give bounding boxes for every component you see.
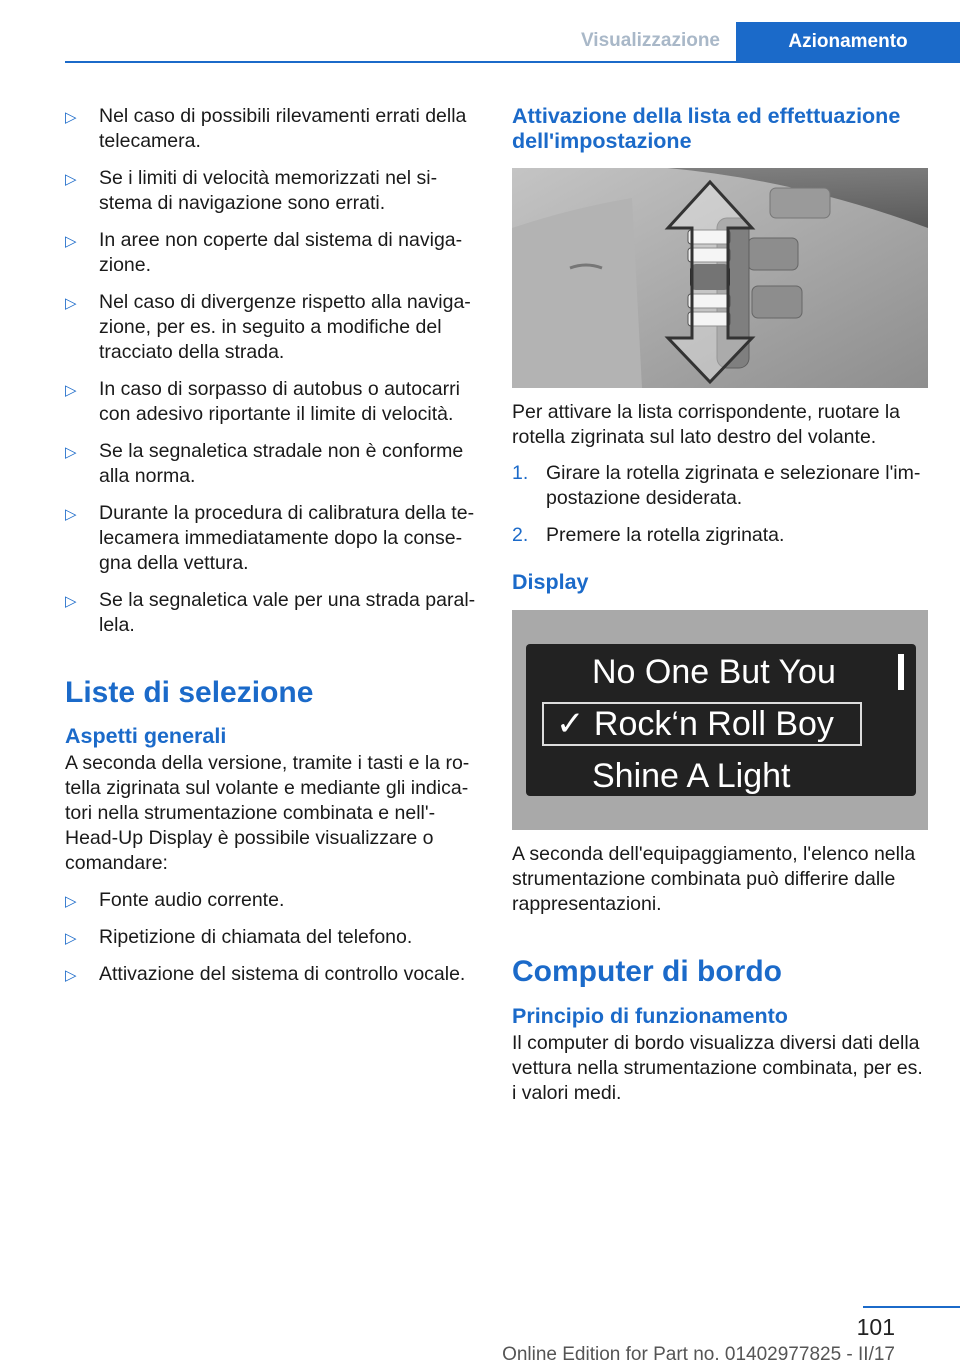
list-item: ▷ Ripetizione di chiamata del telefono.	[65, 925, 477, 950]
footer-rule	[863, 1306, 960, 1308]
triangle-bullet-icon: ▷	[65, 171, 77, 188]
triangle-bullet-icon: ▷	[65, 593, 77, 610]
paragraph-intro: A seconda della versione, tramite i tasti e la rotella zigrinata sul volante e mediante gli indicatori nella strumentazione combinata e nell'-Head-Up Display è possibile visualizzare o comandare:	[65, 752, 470, 874]
triangle-bullet-icon: ▷	[65, 444, 77, 461]
triangle-bullet-icon: ▷	[65, 233, 77, 250]
list-item: ▷ Durante la procedura di calibratura della telecamera immediatamente dopo la consegna della vettura.	[65, 502, 475, 574]
steering-wheel-image	[512, 168, 928, 388]
list-item: ▷ Nel caso di divergenze rispetto alla navigazione, per es. in seguito a modifiche del tracciato della strada.	[65, 291, 471, 363]
list-item: ▷ In caso di sorpasso di autobus o autocarri con adesivo riportante il limite di velocità.	[65, 378, 460, 425]
triangle-bullet-icon: ▷	[65, 930, 77, 947]
page-header	[0, 0, 960, 63]
list-item: ▷ Nel caso di possibili rilevamenti errati della telecamera.	[65, 105, 467, 152]
list-item: ▷ In aree non coperte dal sistema di navigazione.	[65, 229, 463, 276]
display-illustration	[512, 610, 928, 830]
subheading-attivazione: Attivazione della lista ed effettuazione dell'impostazione	[512, 104, 901, 153]
scrollbar-thumb	[898, 654, 904, 690]
header-rule	[65, 61, 960, 63]
list-item: ▷ Se i limiti di velocità memorizzati nel sistema di navigazione sono errati.	[65, 167, 438, 214]
edition-note: Online Edition for Part no. 01402977825 - II/17	[502, 1344, 895, 1365]
triangle-bullet-icon: ▷	[65, 295, 77, 312]
subheading-aspetti: Aspetti generali	[65, 724, 227, 748]
triangle-bullet-icon: ▷	[65, 967, 77, 984]
section-heading-computer: Computer di bordo	[512, 955, 782, 988]
list-item: ▷ Attivazione del sistema di controllo vocale.	[65, 962, 477, 987]
display-item: Shine A Light	[592, 757, 791, 795]
paragraph-attivare: Per attivare la lista corrispondente, ruotare la rotella zigrinata sul lato destro del volante.	[512, 401, 901, 448]
bullet-list-conditions	[65, 104, 477, 638]
right-column	[512, 104, 932, 1106]
list-item: ▷ Se la segnaletica vale per una strada parallela.	[65, 589, 476, 636]
list-item: 1. Girare la rotella zigrinata e selezionare l'impostazione desiderata.	[512, 462, 921, 509]
display-item: No One But You	[592, 653, 836, 691]
display-item-selected: ✓ Rock‘n Roll Boy	[556, 705, 834, 743]
triangle-bullet-icon: ▷	[65, 109, 77, 126]
left-column	[65, 104, 477, 999]
subheading-principio: Principio di funzionamento	[512, 1004, 788, 1028]
numbered-steps	[512, 461, 932, 548]
steering-wheel-illustration	[512, 168, 928, 388]
section-heading-liste: Liste di selezione	[65, 676, 314, 709]
section-tab-azionamento[interactable]: Azionamento	[736, 22, 960, 62]
triangle-bullet-icon: ▷	[65, 506, 77, 523]
paragraph-equipaggiamento: A seconda dell'equipaggiamento, l'elenco nella strumentazione combinata può differire dalle rappresentazioni.	[512, 843, 916, 915]
subheading-display: Display	[512, 570, 589, 594]
bullet-list-controls	[65, 888, 477, 987]
list-item: ▷ Fonte audio corrente.	[65, 888, 477, 913]
list-item: 2. Premere la rotella zigrinata.	[512, 524, 785, 546]
paragraph-computer: Il computer di bordo visualizza diversi dati della vettura nella strumentazione combinata, per es. i valori medi.	[512, 1032, 923, 1104]
section-tab-visualizzazione[interactable]: Visualizzazione	[580, 30, 720, 51]
triangle-bullet-icon: ▷	[65, 382, 77, 399]
list-item: ▷ Se la segnaletica stradale non è conforme alla norma.	[65, 440, 464, 487]
triangle-bullet-icon: ▷	[65, 893, 77, 910]
page-number: 101	[856, 1314, 895, 1340]
